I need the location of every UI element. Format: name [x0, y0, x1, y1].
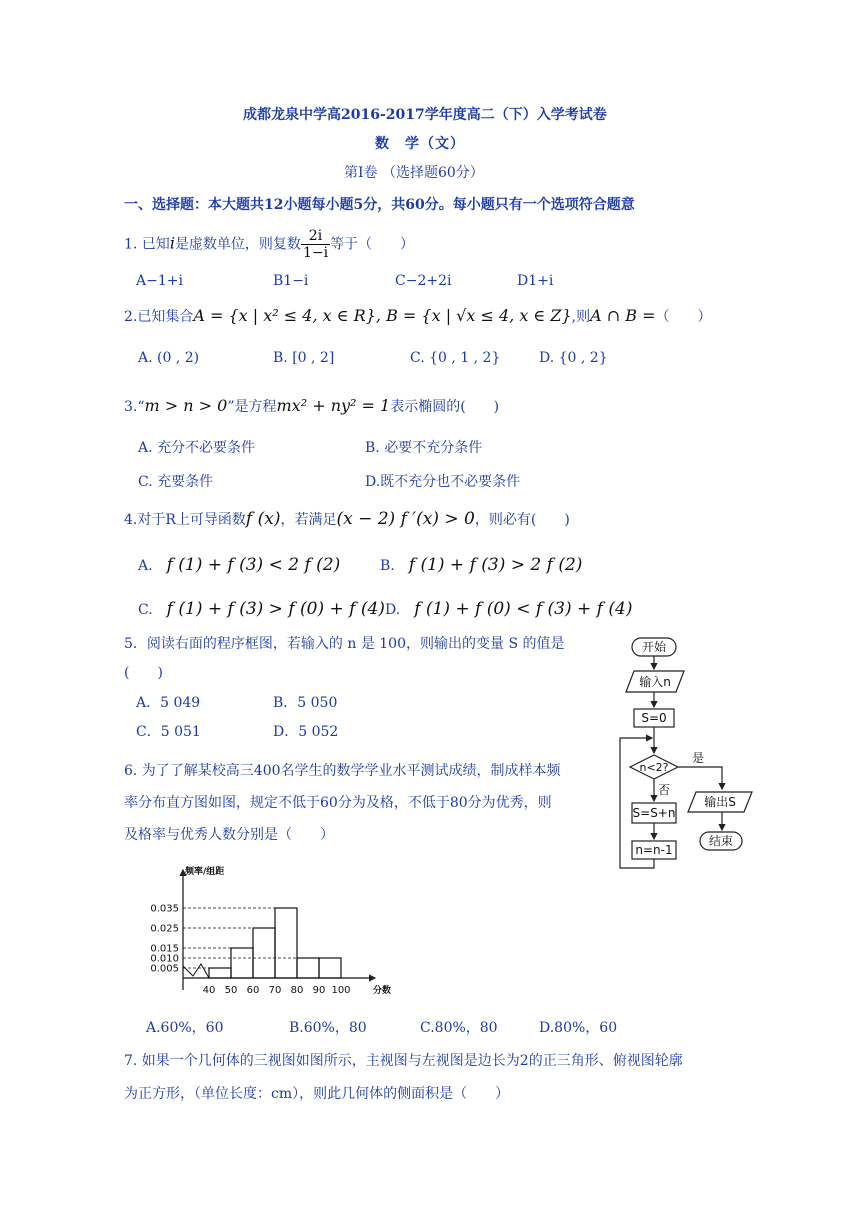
q3-option-a: A. 充分不必要条件: [138, 440, 256, 456]
y-axis-label: 频率/组距: [185, 867, 225, 877]
x-tick-label: 70: [268, 985, 282, 996]
flow-init-label: S=0: [641, 711, 667, 725]
x-tick-label: 80: [290, 985, 304, 996]
question-6-line2: 率分布直方图如图，规定不低于60分为及格，不低于80分为优秀，则: [124, 795, 552, 811]
histogram-bar: [209, 968, 231, 978]
q3-option-b: B. 必要不充分条件: [365, 440, 483, 456]
q5-option-b: B．5 050: [273, 695, 338, 711]
question-1: 1. 已知i是虚数单位，则复数 $\frac{2i}{1-i}$ 等于（ ）: [124, 228, 415, 261]
q6-option-b: B.60%，80: [289, 1020, 367, 1036]
histogram-bar: [275, 908, 297, 978]
histogram-bar: [253, 928, 275, 978]
question-5-line1: 5．阅读右面的程序框图，若输入的 n 是 100，则输出的变量 S 的值是: [124, 636, 565, 652]
q4-option-b: B. f (1) + f (3) > 2 f (2): [380, 555, 583, 575]
q4-option-d: D. f (1) + f (0) < f (3) + f (4): [385, 599, 633, 619]
histogram-bar: [231, 948, 253, 978]
q5-option-c: C．5 051: [136, 724, 201, 740]
subject-title: 数 学（文）: [375, 136, 465, 152]
q2-option-a: A. (0 , 2): [138, 350, 200, 366]
q1-option-b: B1−i: [273, 273, 309, 289]
y-tick-label: 0.015: [150, 943, 179, 955]
fraction: $\frac{2i}{1-i}$: [302, 228, 329, 261]
x-axis-label: 分数: [373, 986, 392, 996]
q1-option-a: A−1+i: [136, 273, 183, 289]
histogram-bar: [297, 958, 319, 978]
q2-option-d: D. {0 , 2}: [539, 350, 608, 366]
question-6-line3: 及格率与优秀人数分别是（ ）: [124, 827, 334, 843]
question-7-line1: 7. 如果一个几何体的三视图如图所示，主视图与左视图是边长为2的正三角形、俯视图轮廓: [124, 1053, 683, 1069]
y-tick-label: 0.010: [150, 953, 179, 965]
q3-option-d: D.既不充分也不必要条件: [365, 474, 521, 490]
flow-step2-label: n=n-1: [635, 843, 673, 857]
function-fx: f (x): [245, 509, 281, 529]
question-4: 4.对于R上可导函数f (x)，若满足(x − 2) f ′(x) > 0，则必有( ): [124, 509, 570, 529]
x-tick-label: 60: [246, 985, 260, 996]
exam-title: 成都龙泉中学高2016-2017学年度高二（下）入学考试卷: [243, 107, 607, 123]
flow-output-label: 输出S: [704, 795, 736, 809]
q3-option-c: C. 充要条件: [138, 474, 214, 490]
section-title: 第Ⅰ卷 （选择题60分）: [344, 165, 484, 181]
flow-step1-label: S=S+n: [632, 806, 676, 820]
x-tick-label: 50: [224, 985, 238, 996]
flow-no-label: 否: [658, 783, 671, 797]
y-tick-label: 0.005: [150, 963, 179, 975]
flow-yes-label: 是: [692, 751, 705, 765]
question-2: 2.已知集合A = {x | x² ≤ 4, x ∈ R}, B = {x | √x ≤ 4, x ∈ Z},则A ∩ B =（ ）: [124, 306, 712, 325]
var-i: i: [169, 233, 175, 253]
q4-option-c: C. f (1) + f (3) > f (0) + f (4): [138, 599, 385, 619]
ellipse-equation: mx² + ny² = 1: [276, 396, 391, 415]
derivative-condition: (x − 2) f ′(x) > 0: [336, 509, 475, 529]
histogram-bar: [319, 958, 341, 978]
q6-option-d: D.80%，60: [539, 1020, 618, 1036]
flowchart: [612, 634, 762, 874]
frequency-histogram: [125, 862, 415, 1002]
q2-option-c: C. {0 , 1 , 2}: [410, 350, 501, 366]
q1-option-c: C−2+2i: [395, 273, 452, 289]
x-tick-label: 40: [202, 985, 216, 996]
set-definitions: A = {x | x² ≤ 4, x ∈ R}, B = {x | √x ≤ 4, x ∈ Z}: [193, 306, 572, 325]
question-5-line2: ( ): [124, 665, 163, 681]
y-tick-label: 0.035: [150, 903, 179, 915]
q6-option-a: A.60%，60: [146, 1020, 224, 1036]
flow-end-label: 结束: [708, 834, 734, 848]
x-tick-label: 90: [312, 985, 326, 996]
intersection-expr: A ∩ B =: [590, 306, 656, 325]
x-tick-label: 100: [331, 985, 351, 996]
flow-input-label: 输入n: [639, 675, 671, 689]
flow-start-label: 开始: [641, 640, 667, 654]
q6-option-c: C.80%，80: [420, 1020, 498, 1036]
q4-option-a: A. f (1) + f (3) < 2 f (2): [138, 555, 341, 575]
question-6-line1: 6. 为了了解某校高三400名学生的数学学业水平测试成绩，制成样本频: [124, 763, 561, 779]
q1-option-d: D1+i: [517, 273, 554, 289]
q2-option-b: B. [0 , 2]: [273, 350, 335, 366]
part-heading: 一、选择题：本大题共12小题每小题5分，共60分。每小题只有一个选项符合题意: [124, 197, 635, 213]
question-3: 3.“m > n > 0”是方程mx² + ny² = 1表示椭圆的( ): [124, 396, 500, 415]
question-7-line2: 为正方形，（单位长度：cm），则此几何体的侧面积是（ ）: [124, 1086, 510, 1102]
condition: m > n > 0: [144, 396, 228, 415]
flow-cond-label: n<2?: [639, 761, 669, 774]
q5-option-a: A．5 049: [136, 695, 201, 711]
axis-break: [183, 964, 209, 978]
y-tick-label: 0.025: [150, 923, 179, 935]
q5-option-d: D．5 052: [273, 724, 339, 740]
